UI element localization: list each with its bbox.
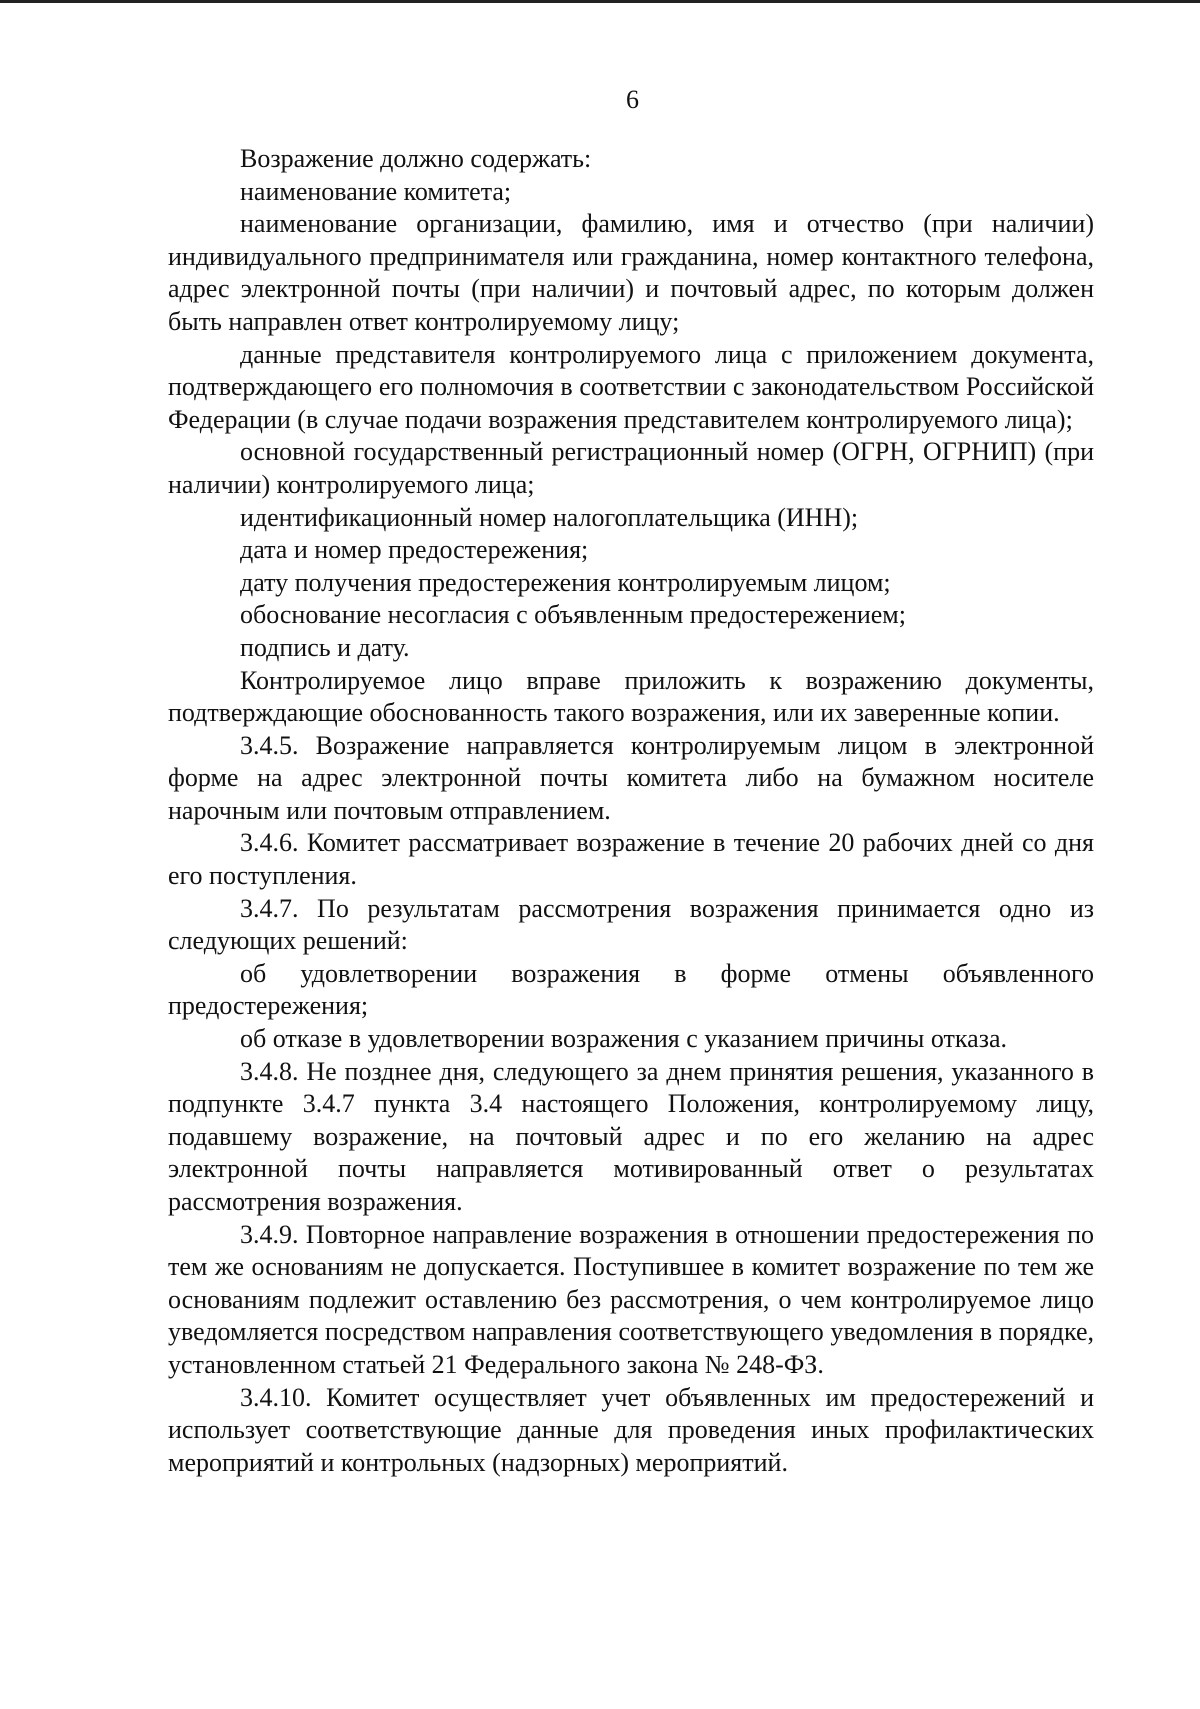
- paragraph-objection-content-intro: Возражение должно содержать:: [240, 144, 592, 173]
- paragraph-disagreement-basis: обоснование несогласия с объявленным предостережением;: [240, 600, 906, 630]
- paragraph-3-4-5: 3.4.5. Возражение направляется контролируемым лицом в электронной форме на адрес электронной почты комитета либо на бумажном носителе нарочным или почтовым отправлением.: [168, 730, 1094, 825]
- paragraph-representative-data: данные представителя контролируемого лица с приложением документа, подтверждающего его полномочия в соответствии с законодательством Российской Федерации (в случае подачи возражения представителем контролируемого лица);: [168, 339, 1094, 434]
- paragraph-decision-refuse: об отказе в удовлетворении возражения с указанием причины отказа.: [240, 1024, 1008, 1054]
- paragraph-3-4-7: 3.4.7. По результатам рассмотрения возражения принимается одно из следующих решений:: [168, 893, 1094, 956]
- document-body: [168, 143, 1094, 1479]
- paragraph-attach-documents: Контролируемое лицо вправе приложить к возражению документы, подтверждающие обоснованность такого возражения, или их заверенные копии.: [168, 665, 1094, 728]
- paragraph-committee-name: наименование комитета;: [240, 176, 512, 206]
- scan-top-border: [0, 0, 1200, 3]
- page-number: 6: [626, 85, 639, 114]
- paragraph-3-4-6: 3.4.6. Комитет рассматривает возражение в течение 20 рабочих дней со дня его поступления.: [168, 828, 1094, 891]
- paragraph-ogrn: основной государственный регистрационный номер (ОГРН, ОГРНИП) (при наличии) контролируемого лица;: [168, 437, 1094, 499]
- paragraph-3-4-8: 3.4.8. Не позднее дня, следующего за днем принятия решения, указанного в подпункте 3.4.7 пункта 3.4 настоящего Положения, контролируемому лицу, подавшему возражение, на почтовый адрес и по его желанию на адрес электронной почты направляется мотивированный ответ о результатах рассмотрения возражения.: [168, 1056, 1094, 1216]
- paragraph-3-4-9: 3.4.9. Повторное направление возражения в отношении предостережения по тем же основаниям не допускается. Поступившее в комитет возражение по тем же основаниям подлежит оставлению без рассмотрения, о чем контролируемое лицо уведомляется посредством направления соответствующего уведомления в порядке, установленном статьей 21 Федерального закона № 248-ФЗ.: [168, 1219, 1094, 1379]
- paragraph-inn: идентификационный номер налогоплательщика (ИНН);: [240, 502, 859, 532]
- paragraph-warning-date-number: дата и номер предостережения;: [240, 535, 589, 565]
- paragraph-organization-name: наименование организации, фамилию, имя и отчество (при наличии) индивидуального предпринимателя или гражданина, номер контактного телефона, адрес электронной почты (при наличии) и почтовый адрес, по которым должен быть направлен ответ контролируемому лицу;: [168, 209, 1094, 336]
- paragraph-3-4-10: 3.4.10. Комитет осуществляет учет объявленных им предостережений и использует соответствующие данные для проведения иных профилактических мероприятий и контрольных (надзорных) мероприятий.: [168, 1382, 1094, 1477]
- paragraph-decision-satisfy: об удовлетворении возражения в форме отмены объявленного предостережения;: [168, 958, 1094, 1021]
- paragraph-receipt-date: дату получения предостережения контролируемым лицом;: [240, 567, 891, 597]
- paragraph-signature-date: подпись и дату.: [240, 632, 410, 662]
